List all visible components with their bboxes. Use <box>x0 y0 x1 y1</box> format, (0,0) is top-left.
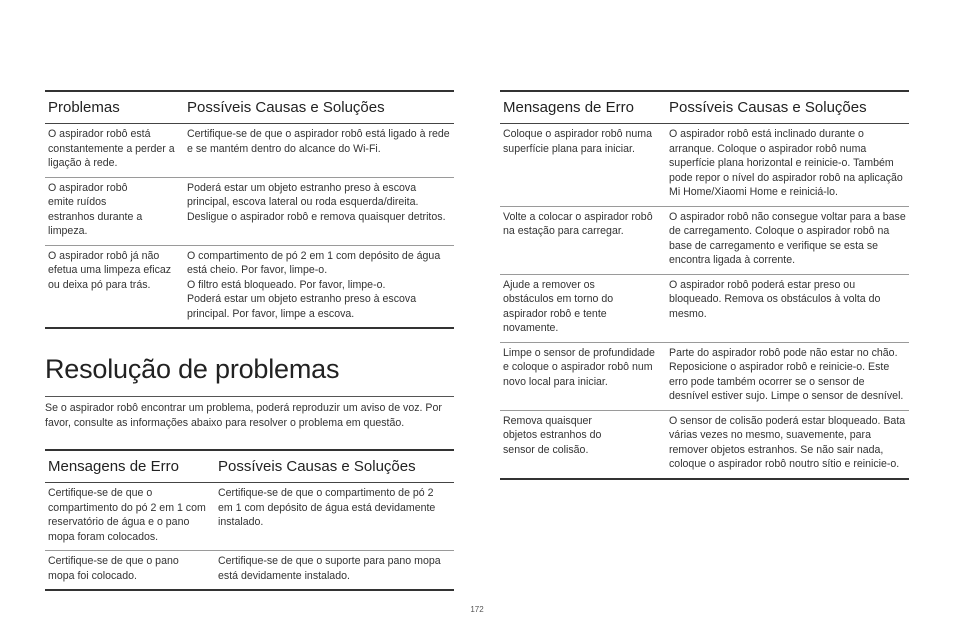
error-message-cell: Remova quaisquer objetos estranhos do sensor de colisão. <box>500 410 666 479</box>
solution-cell: Poderá estar um objeto estranho preso à escova principal, escova lateral ou roda esquerda/direita. Desligue o aspirador robô e remova quaisquer detritos. <box>184 177 454 245</box>
solution-cell: Certifique-se de que o compartimento de pó 2 em 1 com depósito de água está devidamente instalado. <box>215 483 454 551</box>
table-row <box>500 342 909 410</box>
error-message-cell: Coloque o aspirador robô numa superfície plana para iniciar. <box>500 124 666 207</box>
table-row <box>45 483 454 551</box>
table-header-row <box>500 91 909 124</box>
problem-cell: O aspirador robô emite ruídos estranhos durante a limpeza. <box>45 177 184 245</box>
solution-cell: O sensor de colisão poderá estar bloqueado. Bata várias vezes no mesmo, suavemente, para remover objetos estranhos. Se não sair nada, coloque o aspirador robô noutro sítio e reinicie-o. <box>666 410 909 479</box>
column-header: Problemas <box>45 91 184 124</box>
table-row <box>45 124 454 178</box>
solution-cell: O aspirador robô não consegue voltar para a base de carregamento. Coloque o aspirador robô na base de carregamento e verifique se esta se encontra ligada à corrente. <box>666 206 909 274</box>
table-row <box>45 245 454 328</box>
problems-table <box>45 90 454 329</box>
solution-cell: O aspirador robô poderá estar preso ou bloqueado. Remova os obstáculos à volta do mesmo. <box>666 274 909 342</box>
table-row <box>500 124 909 207</box>
solution-cell: Certifique-se de que o suporte para pano mopa está devidamente instalado. <box>215 551 454 591</box>
table-row <box>500 274 909 342</box>
error-message-cell: Limpe o sensor de profundidade e coloque o aspirador robô num novo local para iniciar. <box>500 342 666 410</box>
column-header: Mensagens de Erro <box>45 450 215 483</box>
table-row <box>45 551 454 591</box>
section-title: Resolução de problemas <box>45 354 340 384</box>
table-row <box>500 410 909 479</box>
column-header: Mensagens de Erro <box>500 91 666 124</box>
section-intro: Se o aspirador robô encontrar um problema, poderá reproduzir um aviso de voz. Por favor, consulte as informações abaixo para resolver o problema em questão. <box>45 402 442 429</box>
column-header: Possíveis Causas e Soluções <box>184 91 454 124</box>
error-messages-table-right <box>500 90 909 480</box>
error-message-cell: Ajude a remover os obstáculos em torno do aspirador robô e tente novamente. <box>500 274 666 342</box>
error-message-cell: Certifique-se de que o compartimento do pó 2 em 1 com reservatório de água e o pano mopa foram colocados. <box>45 483 215 551</box>
error-message-cell: Certifique-se de que o pano mopa foi colocado. <box>45 551 215 591</box>
table-row <box>45 177 454 245</box>
error-message-cell: Volte a colocar o aspirador robô na estação para carregar. <box>500 206 666 274</box>
divider <box>45 396 454 397</box>
table-row <box>500 206 909 274</box>
column-header: Possíveis Causas e Soluções <box>215 450 454 483</box>
solution-cell: Certifique-se de que o aspirador robô está ligado à rede e se mantém dentro do alcance do Wi-Fi. <box>184 124 454 178</box>
solution-cell: O aspirador robô está inclinado durante o arranque. Coloque o aspirador robô numa superfície plana horizontal e reinicie-o. Também pode repor o nível do aspirador robô na aplicação Mi Home/Xiaomi Home e reiniciá-lo. <box>666 124 909 207</box>
column-header: Possíveis Causas e Soluções <box>666 91 909 124</box>
problem-cell: O aspirador robô já não efetua uma limpeza eficaz ou deixa pó para trás. <box>45 245 184 328</box>
problem-cell: O aspirador robô está constantemente a perder a ligação à rede. <box>45 124 184 178</box>
solution-cell: O compartimento de pó 2 em 1 com depósito de água está cheio. Por favor, limpe-o. O filtro está bloqueado. Por favor, limpe-o. Poderá estar um objeto estranho preso à escova principal. Por favor, limpe a escova. <box>184 245 454 328</box>
page-number: 172 <box>470 605 484 614</box>
error-messages-table-left <box>45 449 454 591</box>
solution-cell: Parte do aspirador robô pode não estar no chão. Reposicione o aspirador robô e reinicie-o. Este erro pode também ocorrer se o sensor de desnível estiver sujo. Limpe o sensor de desnível. <box>666 342 909 410</box>
table-header-row <box>45 91 454 124</box>
table-header-row <box>45 450 454 483</box>
